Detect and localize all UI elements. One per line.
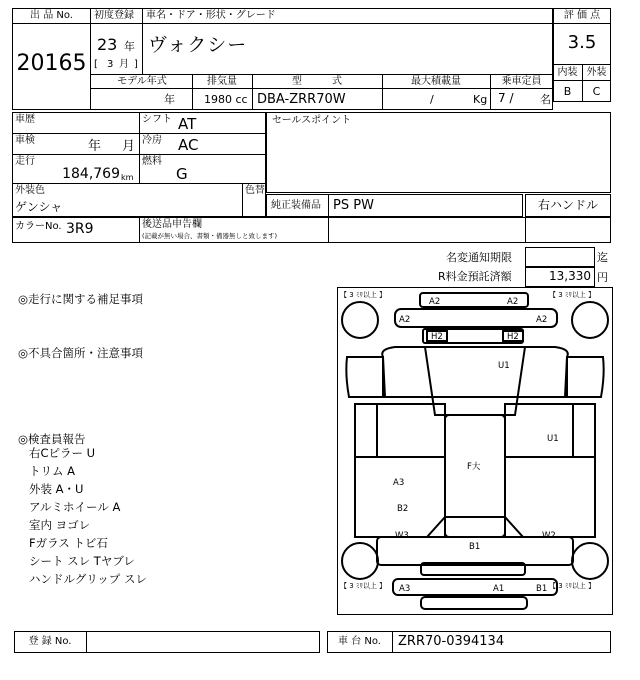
year-unit: 年 [124,40,135,53]
sales-point-label: セールスポイント [272,115,352,126]
damage-mark: H2 [431,332,443,342]
damage-mark: B1 [536,584,548,594]
damage-mark: A2 [399,315,411,325]
inspector-item: 右Cピラー U [29,446,96,460]
max-load-label: 最大積載量 [411,76,461,87]
month-bracket-open: [ [94,59,98,70]
fuel-label: 燃料 [142,156,162,167]
equipment-value: PS PW [333,198,374,213]
left-side [355,404,445,537]
mileage-unit: km [121,173,134,182]
color-number-label: カラーNo. [15,221,62,232]
color-number-box [12,217,611,243]
damage-mark: B2 [397,504,409,514]
interior-label: 内装 [557,67,578,78]
roof [445,415,505,537]
side-mirror-right [567,357,604,397]
exterior-label: 外装 [586,67,607,78]
car-name: ヴォクシー [148,34,248,56]
month-bracket-close: ] [134,59,138,70]
tire-tread-label: 【 3 ﾐﾘ以上 】 [340,291,387,299]
recycle-amount: 13,330 [549,269,591,283]
inspector-item: シート スレ Tヤブレ [29,554,135,568]
exterior-color-label: 外装色 [15,185,45,196]
damage-mark: H2 [507,332,519,342]
side-mirror-left [346,357,383,397]
model-year-label: モデル年式 [117,76,167,87]
tire-tread-label: 【 3 ﾐﾘ以上 】 [549,291,596,299]
name-change-box [525,247,595,267]
inspector-item: 室内 ヨゴレ [29,518,91,532]
inspector-item: 外装 A・U [29,482,84,496]
max-load-separator: / [430,93,434,106]
tire-tread-label: 【 3 ﾐﾘ以上 】 [340,582,387,590]
inspector-item: ハンドルグリップ スレ [29,572,147,586]
displacement-label: 排気量 [207,76,237,87]
hood [382,347,568,397]
chassis-number-value: ZRR70-0394134 [398,634,505,649]
inspection-month: 月 [122,139,136,154]
damage-mark: A2 [507,297,519,307]
score-value: 3.5 [567,32,597,53]
mileage-label: 走行 [15,156,35,167]
name-change-unit: 迄 [597,251,608,264]
chassis-number-label: 車 台 No. [338,636,381,647]
damage-mark: A1 [493,584,505,594]
type-value: DBA-ZRR70W [257,92,346,107]
driving-notes-title: ◎走行に関する補足事項 [18,292,144,306]
model-year-unit: 年 [164,93,175,106]
damage-mark: W3 [395,531,409,541]
displacement-value: 1980 cc [204,93,248,106]
front-bumper [395,309,557,327]
history-label: 車歴 [15,114,35,125]
inspection-label: 車検 [15,135,35,146]
capacity-value: 7 / [498,91,514,105]
rear-window [427,517,523,537]
tire-tread-label: 【 3 ﾐﾘ以上 】 [549,582,596,590]
damage-mark: U1 [498,361,510,371]
exterior-grade: C [592,85,601,98]
damage-mark: F大 [467,462,481,472]
damage-mark: W2 [542,531,556,541]
exterior-color-value: ゲンシャ [15,200,63,214]
color-number-value: 3R9 [66,221,94,237]
damage-mark: B1 [469,542,481,552]
inspector-item: Fガラス トビ石 [29,536,108,550]
lot-number: 20165 [16,51,87,76]
first-registration-month: 3 [107,59,114,70]
capacity-label: 乗車定員 [501,76,542,87]
interior-grade: B [563,85,572,98]
type-label: 型 式 [292,76,342,87]
first-registration-year: 23 [97,35,118,54]
registration-number-label: 登 録 No. [28,636,72,647]
tire-top-right [572,302,608,338]
defects-notes-title: ◎不具合箇所・注意事項 [18,346,144,360]
after-report-note: (記載が無い場合、書類・備器無しと致します) [142,232,278,240]
inspector-item: アルミホイール A [29,500,121,514]
equipment-label: 純正装備品 [271,200,321,211]
damage-mark: A3 [393,478,405,488]
shift-value: AT [178,115,197,133]
first-registration-label: 初度登録 [94,10,134,21]
inspector-report-title: ◎検査員報告 [18,432,86,446]
rear-skirt [421,597,527,609]
aircon-label: 冷房 [142,135,162,146]
mileage-value: 184,769 [62,166,120,182]
tire-bottom-left [342,543,378,579]
score-label: 評 価 点 [563,10,601,21]
car-name-label: 車名・ドア・形状・グレード [146,10,276,21]
car-damage-diagram [337,287,613,615]
fuel-value: G [176,165,188,183]
damage-mark: A2 [536,315,548,325]
max-load-unit: Kg [473,93,488,106]
tire-bottom-right [572,543,608,579]
lot-number-label: 出 品 No. [30,10,73,21]
inspection-year: 年 [88,139,102,154]
shift-label: シフト [142,114,172,125]
color-change-label: 色替 [245,185,265,196]
aircon-value: AC [178,136,199,154]
damage-mark: A3 [399,584,411,594]
damage-mark: U1 [547,434,559,444]
name-change-label: 名変通知期限 [446,251,512,264]
recycle-label: R料金預託済額 [438,270,512,283]
month-unit: 月 [119,59,129,70]
capacity-unit: 名 [540,93,551,106]
rear-bumper [393,579,557,595]
tire-top-left [342,302,378,338]
inspector-item: トリム A [29,464,76,478]
right-side [505,404,595,537]
recycle-unit: 円 [597,271,608,284]
after-report-label: 後送品申告欄 [142,219,202,230]
damage-mark: A2 [429,297,441,307]
handle-value: 右ハンドル [537,198,598,212]
